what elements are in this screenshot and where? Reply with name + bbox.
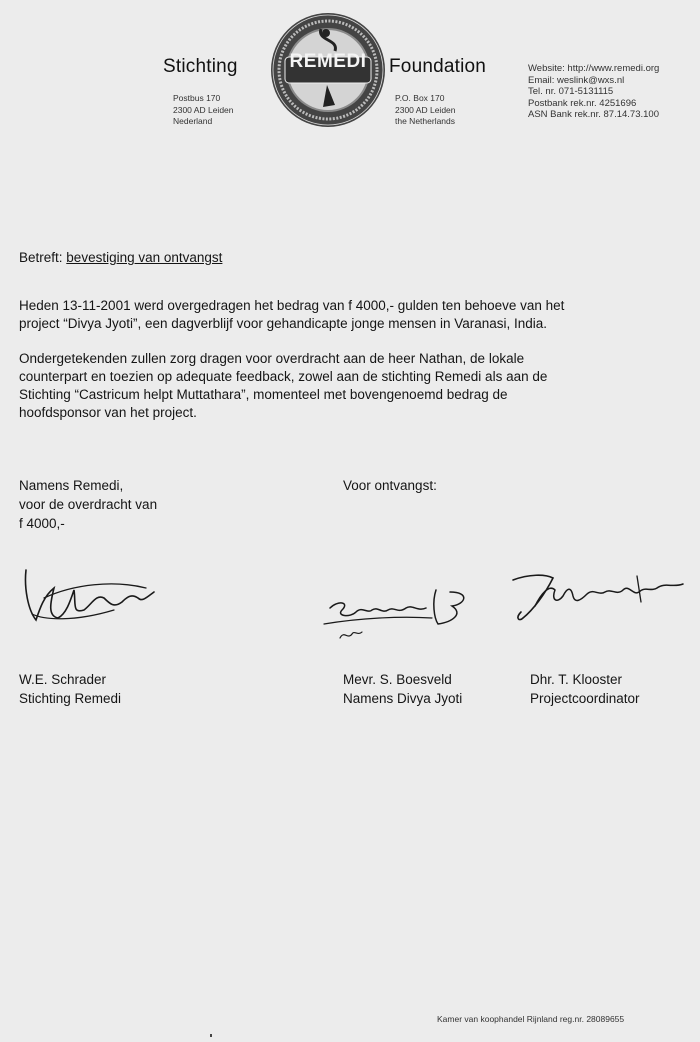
- paragraph-line: Stichting “Castricum helpt Muttathara”, momenteel met bovengenoemd bedrag de: [19, 387, 508, 402]
- address-line: P.O. Box 170: [395, 93, 445, 103]
- signer-role: Stichting Remedi: [19, 691, 122, 706]
- address-line: 2300 AD Leiden: [395, 104, 456, 115]
- address-english: [395, 93, 456, 128]
- sender-block: [19, 476, 157, 533]
- signer-role: Projectcoordinator: [530, 691, 640, 706]
- address-dutch: [173, 93, 234, 128]
- paragraph-line: counterpart en toezien op adequate feedback, zowel aan de stichting Remedi als aan de: [19, 369, 548, 384]
- signer-boesveld: [343, 670, 462, 708]
- paragraph-line: Ondergetekenden zullen zorg dragen voor overdracht aan de heer Nathan, de lokale: [19, 351, 525, 366]
- address-line: the Netherlands: [395, 116, 456, 126]
- paragraph-line: Heden 13-11-2001 werd overgedragen het bedrag van f 4000,- gulden ten behoeve van het: [19, 298, 565, 313]
- signer-name: Dhr. T. Klooster: [530, 672, 623, 687]
- paragraph-line: project “Divya Jyoti”, een dagverblijf voor gehandicapte jonge mensen in Varanasi, India.: [19, 316, 548, 331]
- contact-website: Website: http://www.remedi.org: [528, 63, 660, 74]
- signer-klooster: [530, 670, 640, 708]
- contact-block: [528, 63, 659, 121]
- contact-postbank: Postbank rek.nr. 4251696: [528, 97, 637, 109]
- signature-klooster: [505, 566, 695, 634]
- sender-line: voor de overdracht van: [19, 497, 158, 512]
- subject-text: bevestiging van ontvangst: [66, 250, 223, 265]
- contact-phone: Tel. nr. 071-5131115: [528, 86, 614, 97]
- address-line: Postbus 170: [173, 93, 221, 103]
- chamber-of-commerce-footer: Kamer van koophandel Rijnland reg.nr. 28089655: [437, 1014, 625, 1024]
- address-line: 2300 AD Leiden: [173, 104, 234, 115]
- header-stichting: Stichting: [163, 56, 238, 77]
- paragraph-1: [19, 297, 564, 333]
- sender-line: Namens Remedi,: [19, 478, 124, 493]
- signature-boesveld: [320, 578, 480, 650]
- paragraph-line: hoofdsponsor van het project.: [19, 405, 197, 420]
- sender-line: f 4000,-: [19, 516, 65, 531]
- paragraph-2: [19, 350, 547, 422]
- receipt-label: Voor ontvangst:: [343, 478, 437, 493]
- signer-schrader: [19, 670, 121, 708]
- signature-schrader: [14, 558, 164, 638]
- signer-name: Mevr. S. Boesveld: [343, 672, 452, 687]
- contact-asn-bank: ASN Bank rek.nr. 87.14.73.100: [528, 109, 659, 120]
- signer-name: W.E. Schrader: [19, 672, 107, 687]
- subject-line: [19, 249, 222, 267]
- header-foundation: Foundation: [389, 56, 487, 77]
- seal-center-text: REMEDI: [289, 51, 367, 72]
- subject-label: Betreft:: [19, 250, 63, 265]
- scan-artifact: [210, 1034, 212, 1037]
- address-line: Nederland: [173, 116, 213, 126]
- signer-role: Namens Divya Jyoti: [343, 691, 463, 706]
- contact-email: Email: weslink@wxs.nl: [528, 74, 625, 86]
